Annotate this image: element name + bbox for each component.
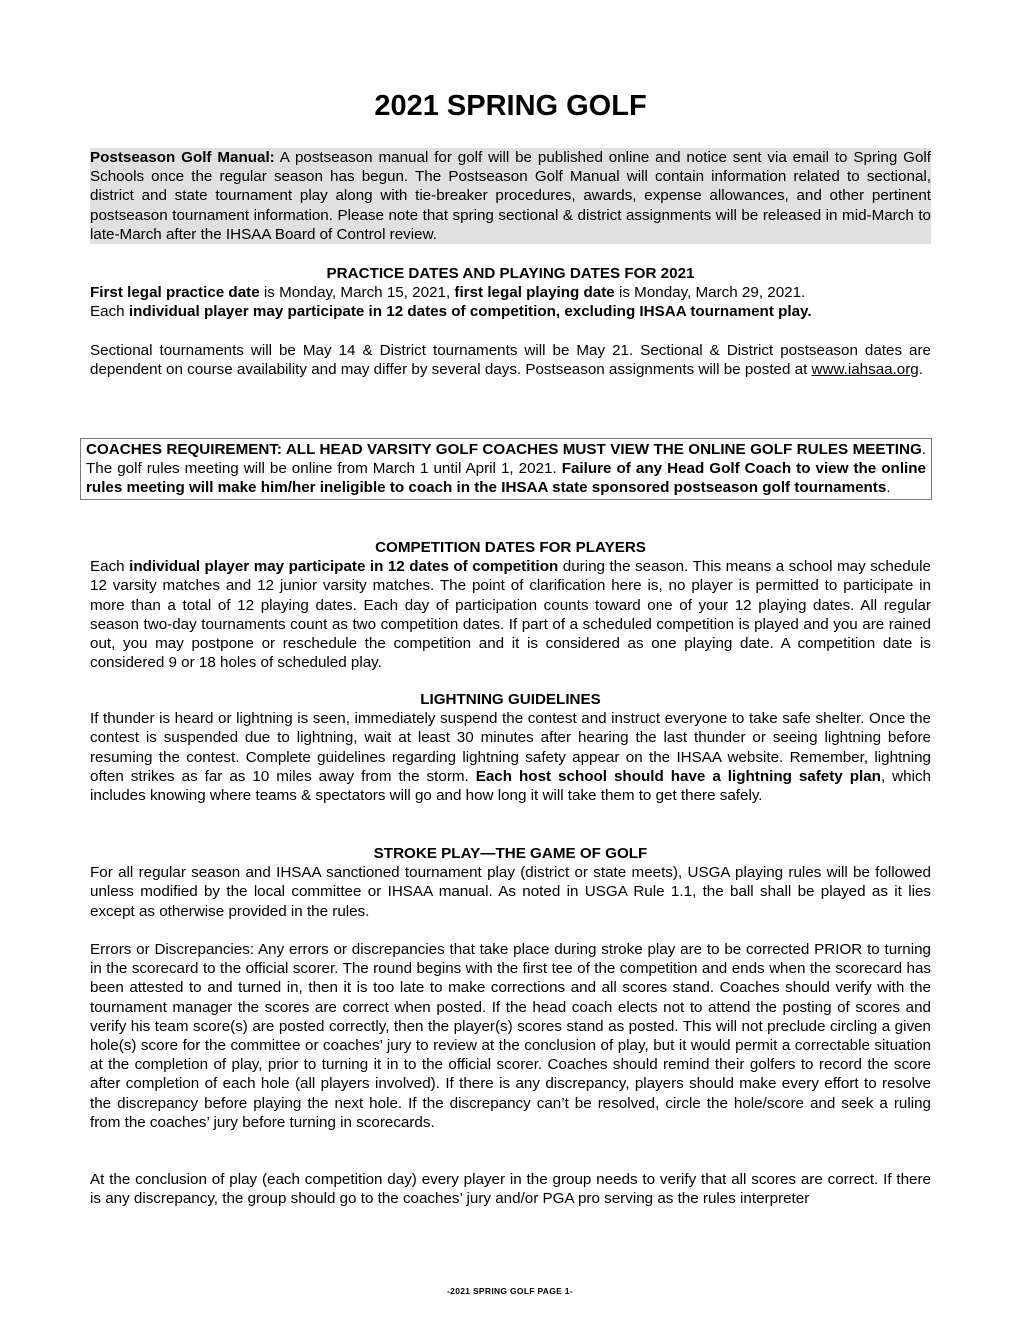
sectional-dates-paragraph	[90, 341, 931, 379]
page-footer: -2021 SPRING GOLF PAGE 1-	[447, 1286, 573, 1296]
lightning-heading: LIGHTNING GUIDELINES	[420, 691, 601, 708]
stroke-play-paragraph-1: For all regular season and IHSAA sanctioned tournament play (district or state meets), USGA playing rules will be followed unless modified by the local committee or IHSAA manual. As noted in USGA Rule 1.1, the ball shall be played as it lies except as otherwise provided in the rules.	[90, 864, 931, 920]
competition-body	[90, 557, 931, 672]
competition-bold: individual player may participate in 12 dates of competition	[129, 558, 559, 576]
coaches-requirement-text: . The golf rules meeting will be online from March 1 until April 1, 2021.	[86, 441, 926, 478]
practice-line-1	[90, 283, 931, 302]
coaches-requirement-bold: COACHES REQUIREMENT: ALL HEAD VARSITY GOLF COACHES MUST VIEW THE ONLINE GOLF RULES MEETING	[86, 441, 922, 458]
playing-date-label: first legal playing date	[454, 284, 615, 302]
practice-section	[90, 264, 931, 322]
coaches-requirement-end: .	[886, 479, 891, 497]
postseason-manual-notice	[90, 148, 931, 244]
practice-date-text: is Monday, March 15, 2021,	[259, 284, 455, 302]
playing-date-text: is Monday, March 29, 2021.	[614, 284, 806, 302]
practice-line-2-bold: individual player may participate in 12 dates of competition, excluding IHSAA tournament play.	[128, 303, 812, 321]
competition-text-1: Each	[90, 558, 130, 576]
lightning-bold: Each host school should have a lightning safety plan	[475, 767, 881, 785]
sectional-dates-end: .	[918, 361, 923, 379]
manual-text: A postseason manual for golf will be published online and notice sent via email to Spring Golf Schools once the regular season has begun. The Postseason Golf Manual will contain information related to sectional, district and state tournament play along with tie-breaker procedures, awards, expense allowances, and other pertinent postseason tournament information. Please note that spring sectional & district assignments will be released in mid-March to late-March after the IHSAA Board of Control review.	[90, 149, 931, 243]
lightning-text-1: If thunder is heard or lightning is seen, immediately suspend the contest and instruct everyone to take safe shelter. Once the contest is suspended due to lightning, wait at least 30 minutes after hearing the last thunder or seeing lightning before resuming the contest. Complete guidelines regarding lightning safety appear on the IHSAA website. Remember, lightning often strikes as far as 10 miles away from the storm.	[90, 710, 931, 785]
competition-section	[90, 538, 931, 672]
conclusion-paragraph: At the conclusion of play (each competition day) every player in the group needs to verify that all scores are correct. If there is any discrepancy, the group should go to the coaches’ jury and/or PGA pro serving as the rules interpreter	[90, 1171, 931, 1208]
stroke-play-heading: STROKE PLAY—THE GAME OF GOLF	[373, 845, 648, 862]
errors-paragraph: Errors or Discrepancies: Any errors or discrepancies that take place during stroke play are to be corrected PRIOR to turning in the scorecard to the official scorer. The round begins with the first tee of the competition and ends when the scorecard has been attested to and turned in, then it is too late to make corrections and all scores stand. Coaches should verify with the tournament manager the scores are correct when posted. If the head coach elects not to attend the posting of scores and verify his team score(s) are posted correctly, then the player(s) scores stand as posted. This will not preclude circling a given hole(s) score for the committee or coaches’ jury to review at the conclusion of play, but it would permit a correctable situation at the completion of play, prior to turning it in to the official scorer. Coaches should remind their golfers to record the score after completion of each hole (all players involved). If there is any discrepancy, players should make every effort to resolve the discrepancy before playing the next hole. If the discrepancy can’t be resolved, circle the hole/score and seek a ruling from the coaches’ jury before turning in scorecards.	[90, 941, 931, 1131]
practice-line-2	[90, 302, 931, 321]
practice-date-label: First legal practice date	[90, 284, 260, 302]
coaches-failure-bold: Failure of any Head Golf Coach to view the online rules meeting will make him/her ineligible to coach in the IHSAA state sponsored postseason golf tournaments	[86, 460, 926, 497]
competition-text-2: during the season. This means a school may schedule 12 varsity matches and 12 junior varsity matches. The point of clarification here is, no player is permitted to participate in more than a total of 12 playing dates. Each day of participation counts toward one of your 12 playing dates. All regular season two-day tournaments count as two competition dates. If part of a scheduled competition is played and you are rained out, you may postpone or reschedule the competition and it is considered as one playing date. A competition date is considered 9 or 18 holes of scheduled play.	[90, 558, 932, 672]
page-title: 2021 SPRING GOLF	[374, 90, 647, 122]
iahsaa-link[interactable]: www.iahsaa.org	[811, 361, 919, 379]
lightning-body	[90, 709, 931, 805]
manual-label: Postseason Golf Manual:	[90, 149, 275, 166]
sectional-dates-text: Sectional tournaments will be May 14 & District tournaments will be May 21. Sectional & District postseason dates are dependent on course availability and may differ by several days. Postseason assignments will be posted at	[90, 342, 931, 379]
practice-line-2-text: Each	[90, 303, 129, 321]
stroke-play-section	[90, 844, 931, 921]
competition-heading: COMPETITION DATES FOR PLAYERS	[375, 539, 646, 556]
practice-heading: PRACTICE DATES AND PLAYING DATES FOR 2021	[326, 265, 695, 282]
lightning-text-2: , which includes knowing where teams & spectators will go and how long it will take them to get there safely.	[90, 767, 931, 805]
coaches-requirement-box	[80, 438, 932, 500]
lightning-section	[90, 690, 931, 805]
